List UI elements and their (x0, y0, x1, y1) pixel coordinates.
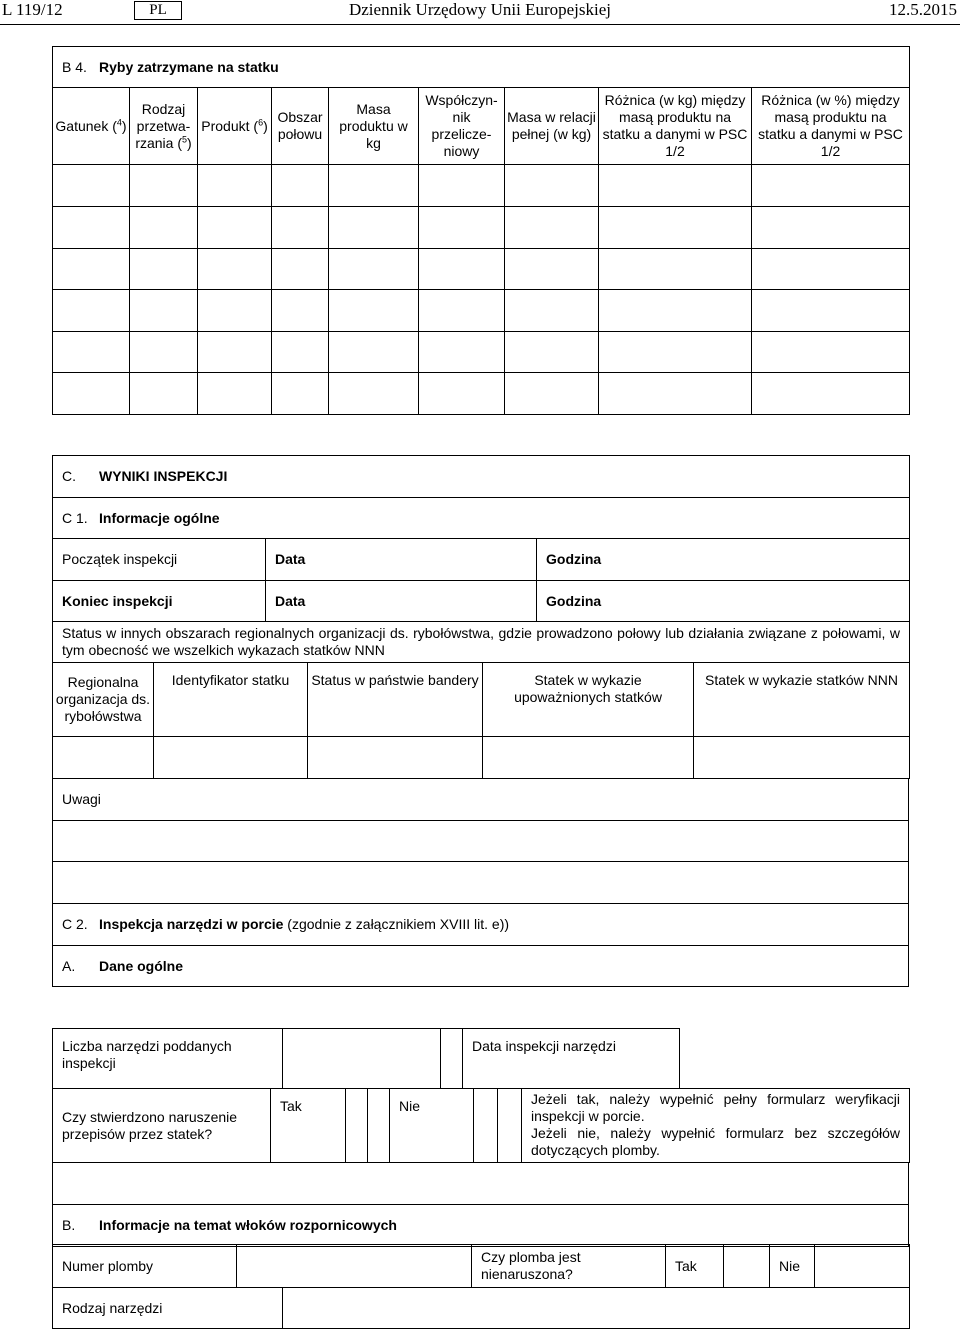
remarks-line[interactable] (53, 821, 909, 862)
seal-number-label: Numer plomby (53, 1245, 237, 1288)
col-diff-kg: Różnica (w kg) między masą produktu na statku a danymi w PSC 1/2 (599, 88, 752, 165)
infringement-label: Czy stwierdzono naruszenie przepisów przez statek? (53, 1089, 271, 1163)
rfmo-status-text: Status w innych obszarach regionalnych organizacji ds. rybołówstwa, gdzie prowadzono połowy lub działania związane z połowami, w tym obecność we wszelkich wykazach statków NNN (53, 622, 910, 663)
seal-intact-label: Czy plomba jest nienaruszona? (472, 1245, 666, 1288)
end-time-field[interactable]: Godzina (537, 581, 910, 622)
col-catch-area: Obszar połowu (272, 88, 329, 165)
remarks-table (52, 778, 909, 987)
b4-table (52, 46, 910, 415)
table-row (53, 373, 910, 415)
gear-b-table (52, 1162, 909, 1247)
seal-no-checkbox[interactable] (815, 1245, 910, 1288)
yes-checkbox[interactable] (346, 1089, 368, 1163)
col-iuu-list: Statek w wykazie statków NNN (694, 663, 910, 737)
gear-count-table (52, 1028, 910, 1089)
end-date-field[interactable]: Data (266, 581, 537, 622)
remarks-label: Uwagi (53, 779, 909, 821)
col-authorised-list: Statek w wykazie upoważnionych statków (483, 663, 694, 737)
c2-b-heading: B. Informacje na temat włoków rozpornicowych (53, 1205, 909, 1247)
gear-date-label: Data inspekcji narzędzi (463, 1029, 680, 1089)
infringement-notes: Jeżeli tak, należy wypełnić pełny formularz weryfikacji inspekcji w porcie. Jeżeli nie, należy wypełnić formularz bez szczegółów dotyczących plomby. (522, 1089, 910, 1163)
table-row (53, 737, 910, 779)
table-row (53, 249, 910, 290)
infringement-table (52, 1088, 910, 1163)
gear-type-label: Rodzaj narzędzi (53, 1288, 283, 1329)
col-species: Gatunek ($^4$) (53, 88, 130, 165)
c2-heading: C 2. Inspekcja narzędzi w porcie (zgodnie z załącznikiem XVIII lit. e)) (53, 904, 909, 946)
gear-type-table (52, 1287, 910, 1329)
c1-table (52, 455, 910, 663)
remarks-line[interactable] (53, 862, 909, 904)
page-number: L 119/12 (2, 0, 63, 19)
col-processing: Rodzaj przetwa- rzania ($^5$) (130, 88, 198, 165)
start-date-field[interactable]: Data (266, 539, 537, 581)
col-product-mass: Masa produktu w kg (329, 88, 419, 165)
gear-count-field[interactable] (283, 1029, 441, 1089)
gear-count-label: Liczba narzędzi poddanych inspekcji (53, 1029, 283, 1089)
no-checkbox[interactable] (474, 1089, 498, 1163)
publication-date: 12.5.2015 (889, 0, 957, 19)
yes-label: Tak (271, 1089, 346, 1163)
col-vessel-id: Identyfikator statku (154, 663, 308, 737)
col-diff-pct: Różnica (w %) między masą produktu na statku a danymi w PSC 1/2 (752, 88, 910, 165)
c1-heading: C 1. Informacje ogólne (53, 498, 910, 539)
b4-heading: B 4. Ryby zatrzymane na statku (53, 47, 910, 88)
seal-yes-checkbox[interactable] (724, 1245, 770, 1288)
inspection-start-label: Początek inspekcji (53, 539, 266, 581)
no-checkbox-2[interactable] (498, 1089, 522, 1163)
table-row (53, 165, 910, 207)
gear-date-field[interactable] (680, 1029, 910, 1089)
start-time-field[interactable]: Godzina (537, 539, 910, 581)
language-box: PL (134, 1, 182, 20)
inspection-end-label: Koniec inspekcji (53, 581, 266, 622)
table-row (53, 207, 910, 249)
section-c-heading: C. WYNIKI INSPEKCJI (53, 456, 910, 498)
col-rfmo: Regionalna organizacja ds. rybołówstwa (53, 663, 154, 737)
journal-title: Dziennik Urzędowy Unii Europejskiej (348, 0, 611, 19)
seal-number-field[interactable] (237, 1245, 472, 1288)
seal-table (52, 1244, 910, 1288)
seal-no-label: Nie (770, 1245, 815, 1288)
table-row (53, 290, 910, 332)
col-conversion-factor: Współczynnik przeliczeniowy (419, 88, 505, 165)
no-label: Nie (390, 1089, 474, 1163)
spacer-cell (441, 1029, 463, 1089)
seal-yes-label: Tak (666, 1245, 724, 1288)
col-flag-status: Status w państwie bandery (308, 663, 483, 737)
c2-a-heading: A. Dane ogólne (53, 946, 909, 987)
header-rule (0, 24, 960, 25)
table-row (53, 332, 910, 373)
empty-row[interactable] (53, 1163, 909, 1205)
gear-type-field[interactable] (283, 1288, 910, 1329)
col-live-weight: Masa w relacji pełnej (w kg) (505, 88, 599, 165)
yes-checkbox-2[interactable] (368, 1089, 390, 1163)
rfmo-table (52, 662, 910, 779)
col-product: Produkt ($^6$) (198, 88, 272, 165)
